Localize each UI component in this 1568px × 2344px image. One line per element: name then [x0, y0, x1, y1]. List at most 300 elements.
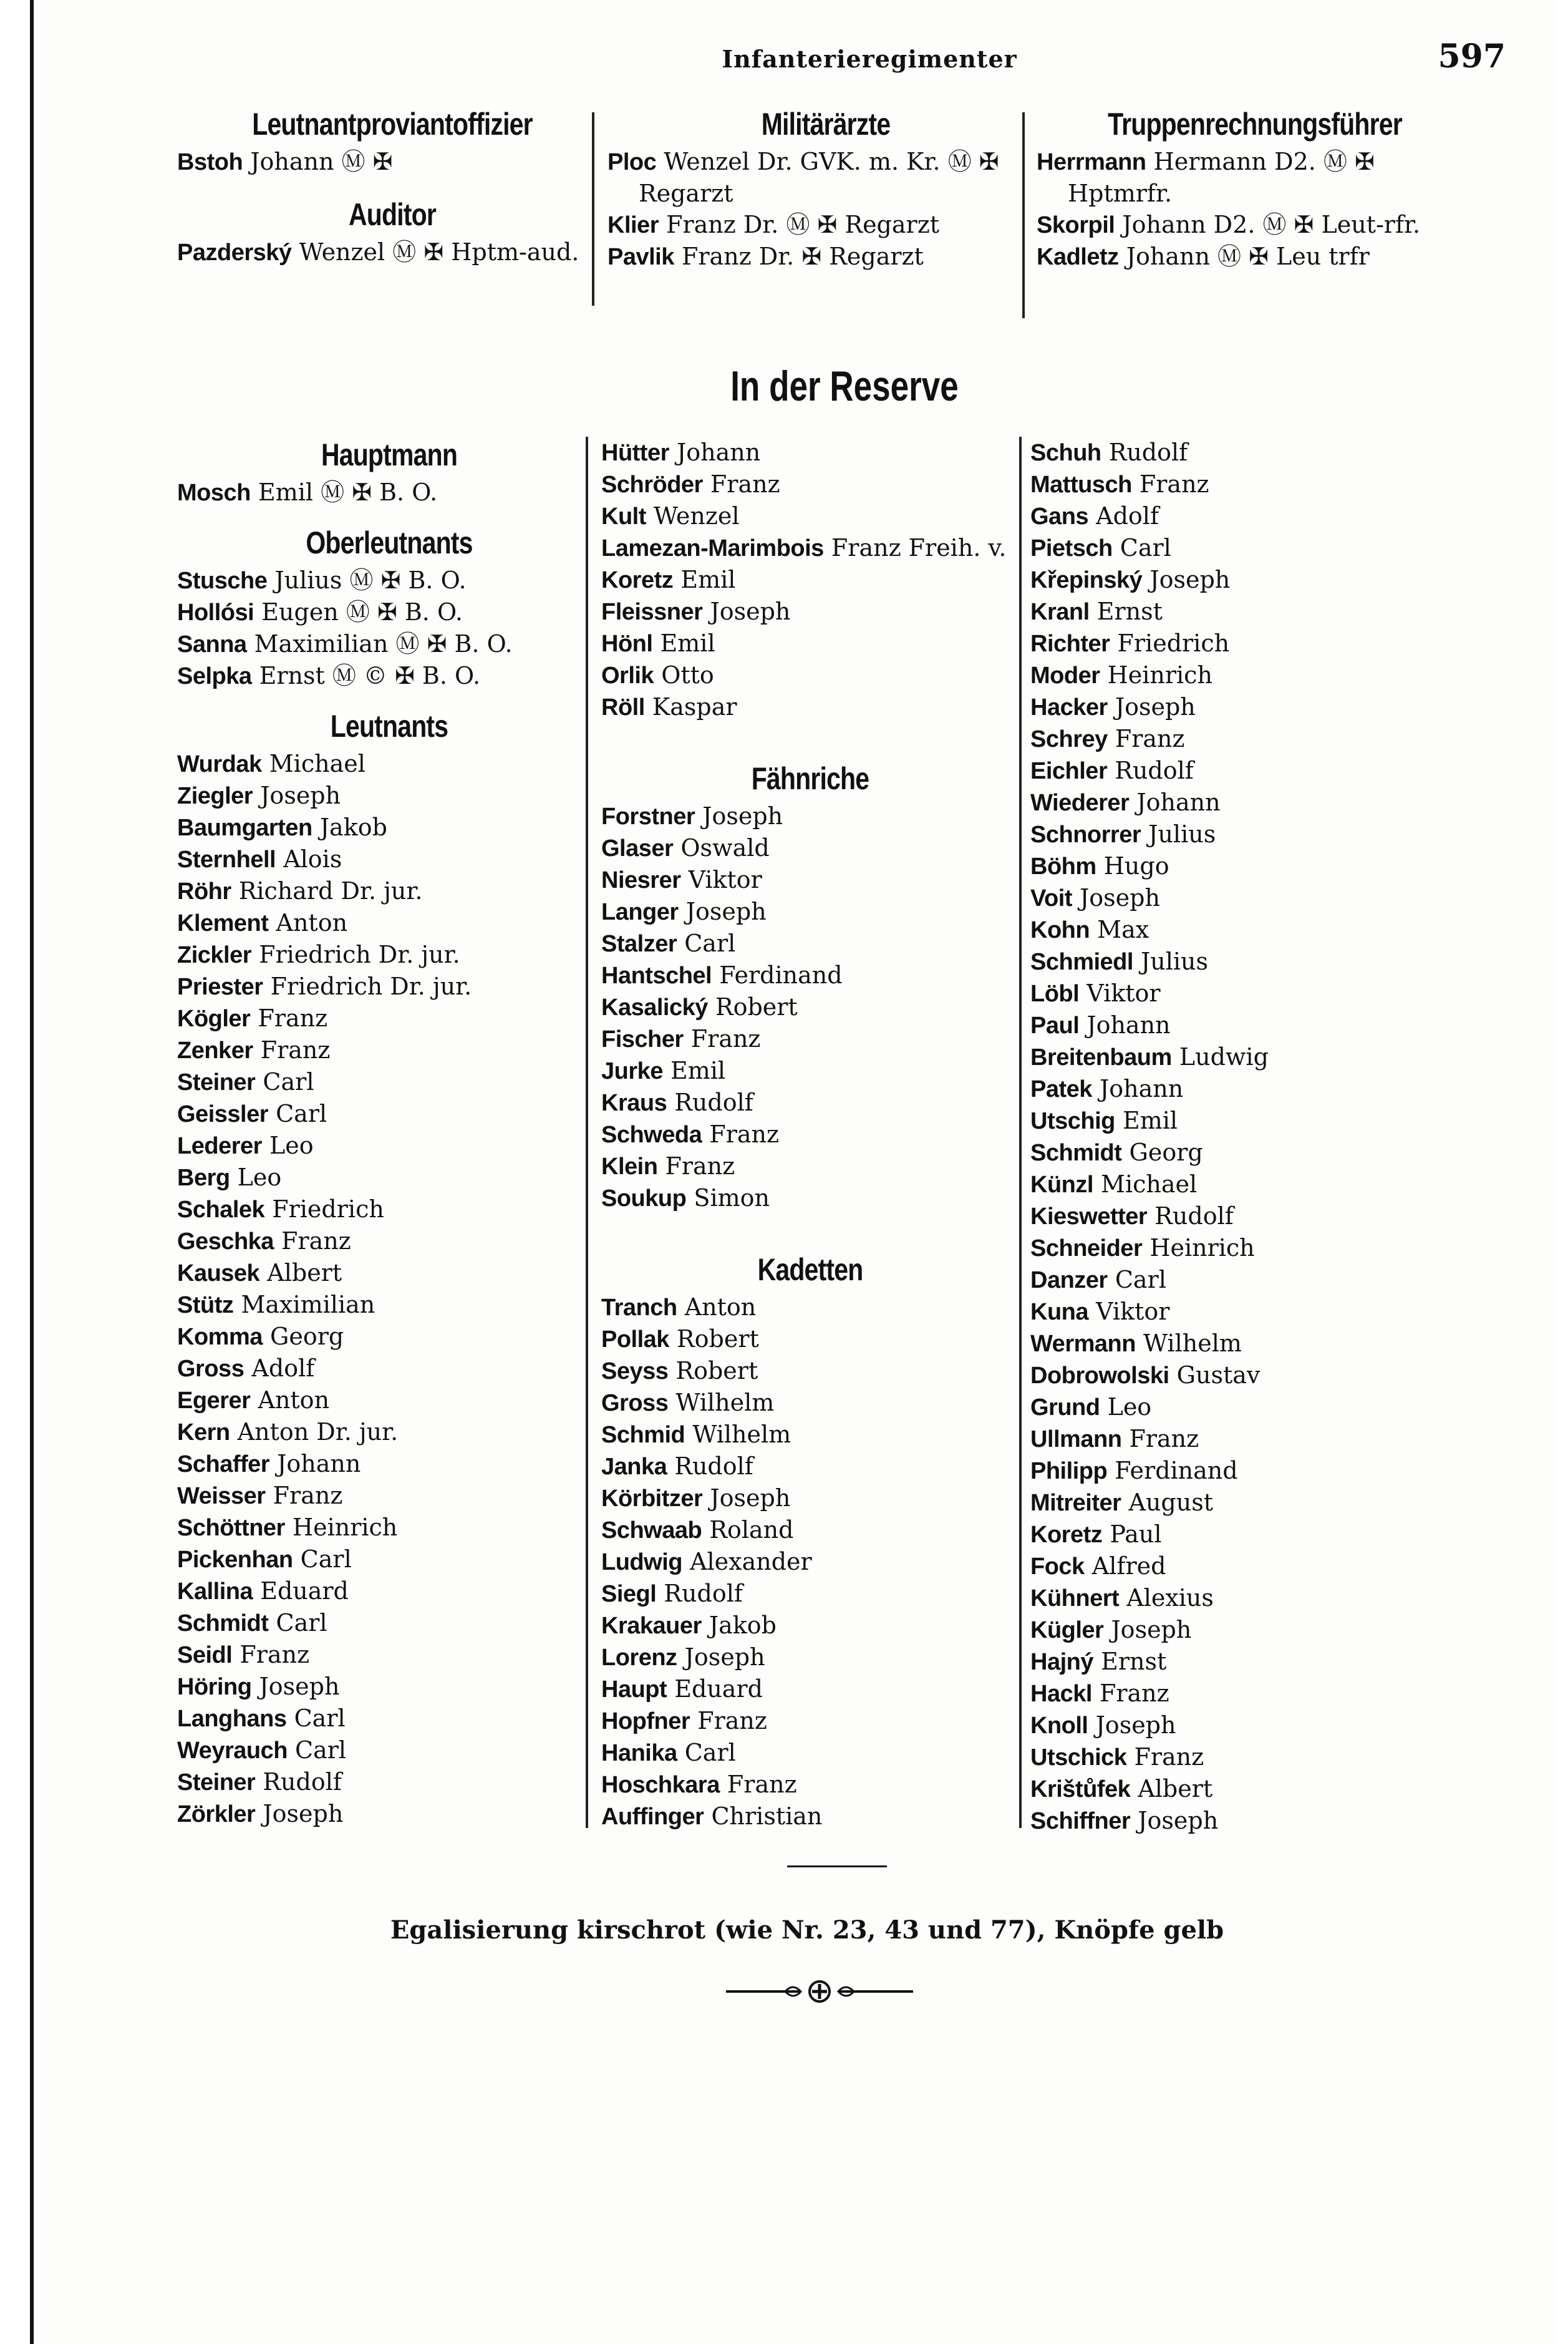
given-names: Friedrich Dr. jur.	[270, 973, 472, 1000]
list-item	[177, 1544, 601, 1575]
given-names: Johann	[1100, 1075, 1184, 1102]
list-item	[177, 1321, 601, 1353]
list-item	[177, 1766, 601, 1798]
list-item	[1030, 1550, 1467, 1582]
list-item	[601, 800, 1019, 832]
surname: Ploc	[607, 149, 657, 175]
surname: Hackl	[1030, 1681, 1092, 1707]
given-names: Otto	[661, 661, 714, 689]
section-heading: Fähnriche	[751, 761, 869, 796]
given-names: Oswald	[680, 834, 770, 862]
list-item	[1030, 1709, 1467, 1741]
given-names: Anton Dr. jur.	[237, 1418, 399, 1446]
list-item	[1030, 1646, 1467, 1678]
given-names: Friedrich	[272, 1195, 384, 1223]
surname: Hopfner	[601, 1708, 690, 1734]
given-names: Franz	[1115, 725, 1185, 752]
surname: Sternhell	[177, 847, 276, 873]
list-item	[601, 1119, 1019, 1150]
given-names: Franz	[1129, 1425, 1199, 1452]
surname: Hoschkara	[601, 1772, 720, 1798]
surname: Křepinský	[1030, 567, 1143, 593]
surname: Schmid	[601, 1422, 685, 1448]
list-item	[1030, 850, 1467, 882]
list-item	[177, 1003, 601, 1034]
given-names: Rudolf	[674, 1089, 753, 1116]
surname: Janka	[601, 1454, 667, 1480]
list-item	[1030, 1582, 1467, 1614]
surname: Hütter	[601, 440, 669, 466]
given-names: Richard Dr. jur.	[238, 877, 423, 905]
list-item	[601, 991, 1019, 1023]
list-item	[177, 1448, 601, 1480]
staff-column-1	[177, 106, 607, 268]
surname: Kügler	[1030, 1617, 1104, 1643]
surname: Berg	[177, 1165, 230, 1191]
given-names: Joseph	[710, 598, 791, 625]
surname: Weyrauch	[177, 1738, 288, 1764]
given-names: Eugen Ⓜ ✠ B. O.	[261, 598, 463, 626]
surname: Schneider	[1030, 1235, 1143, 1262]
surname: Pavlik	[607, 244, 674, 270]
list-item	[601, 1323, 1019, 1355]
surname: Fock	[1030, 1554, 1085, 1580]
given-names: Franz	[709, 1121, 780, 1148]
surname: Weisser	[177, 1483, 266, 1509]
surname: Schiffner	[1030, 1808, 1131, 1834]
given-names: Anton	[684, 1293, 757, 1321]
given-names: Joseph	[259, 1673, 340, 1700]
list-item	[177, 565, 601, 596]
given-names: Julius Ⓜ ✠ B. O.	[274, 567, 467, 594]
surname: Kausek	[177, 1260, 260, 1286]
given-names: Christian	[711, 1802, 823, 1830]
list-item	[601, 1291, 1019, 1323]
given-names: Simon	[694, 1184, 770, 1212]
given-names: Franz Dr. Ⓜ ✠ Regarzt	[666, 211, 939, 238]
given-names: Ludwig	[1179, 1043, 1269, 1071]
list-item	[1030, 469, 1467, 500]
given-names: Maximilian	[241, 1291, 375, 1318]
surname: Sanna	[177, 631, 247, 658]
given-names: Anton	[276, 909, 348, 936]
surname: Kranl	[1030, 599, 1090, 625]
section-heading: Oberleutnants	[306, 525, 473, 560]
surname: Kögler	[177, 1006, 251, 1032]
list-item	[1030, 1423, 1467, 1455]
given-names: Johann	[676, 439, 761, 466]
column-divider	[586, 437, 588, 1828]
surname: Schmidt	[177, 1610, 269, 1636]
list-item	[1030, 1009, 1467, 1041]
surname: Fleissner	[601, 599, 703, 625]
list-item	[177, 1416, 601, 1448]
list-item	[177, 1575, 601, 1607]
list-item	[177, 1162, 601, 1194]
surname: Gans	[1030, 503, 1089, 530]
surname: Kern	[177, 1419, 230, 1446]
given-names: Georg	[269, 1323, 344, 1350]
surname: Utschig	[1030, 1108, 1115, 1134]
surname: Röll	[601, 694, 645, 721]
given-names: Joseph	[1115, 693, 1196, 721]
list-item	[1030, 1200, 1467, 1232]
given-names: Viktor	[1086, 980, 1161, 1007]
list-item	[601, 691, 1019, 723]
list-item	[1030, 1805, 1467, 1837]
given-names: Alois	[283, 845, 342, 873]
given-names: Johann Ⓜ ✠ Leu trfr	[1126, 243, 1370, 270]
list-item	[601, 1182, 1019, 1214]
surname: Voit	[1030, 885, 1072, 912]
surname: Kühnert	[1030, 1585, 1120, 1612]
given-names: Joseph	[1149, 566, 1231, 593]
surname: Grund	[1030, 1394, 1100, 1421]
given-names: Leo	[1107, 1393, 1152, 1421]
section-heading: Leutnants	[330, 709, 448, 744]
surname: Schalek	[177, 1197, 265, 1223]
list-item	[601, 832, 1019, 864]
list-item	[177, 660, 601, 692]
given-names: Franz	[710, 470, 780, 498]
surname: Böhm	[1030, 853, 1096, 880]
list-item	[177, 1353, 601, 1384]
surname: Steiner	[177, 1769, 256, 1796]
document-page	[30, 0, 1556, 2344]
given-names: Emil Ⓜ ✠ B. O.	[258, 479, 438, 506]
surname: Klier	[607, 212, 659, 238]
given-names: Wilhelm	[692, 1421, 791, 1448]
given-names: Rudolf	[1154, 1202, 1234, 1230]
given-names: Hugo	[1103, 852, 1169, 880]
given-names: Gustav	[1176, 1361, 1261, 1389]
list-item	[177, 236, 607, 268]
list-item	[1030, 1073, 1467, 1105]
given-names: Carl	[684, 1739, 736, 1766]
given-names: Robert	[715, 993, 798, 1021]
surname: Zickler	[177, 942, 252, 968]
surname: Hanika	[601, 1740, 677, 1766]
given-names: Carl	[263, 1068, 314, 1096]
list-item	[607, 209, 1044, 241]
surname: Siegl	[601, 1581, 657, 1607]
surname: Langer	[601, 899, 679, 925]
given-names: Joseph	[1080, 884, 1160, 912]
given-names: Ernst Ⓜ © ✠ B. O.	[259, 662, 481, 689]
section-heading: Hauptmann	[321, 437, 458, 472]
surname: Danzer	[1030, 1267, 1108, 1293]
list-item	[1037, 209, 1473, 241]
surname: Schweda	[601, 1122, 702, 1148]
given-names: Alexander	[690, 1548, 812, 1575]
given-names: Emil	[670, 1057, 726, 1084]
staff-column-3	[1037, 106, 1473, 273]
given-names: Viktor	[688, 866, 762, 893]
list-item	[601, 1610, 1019, 1641]
list-item	[601, 1673, 1019, 1705]
surname: Schröder	[601, 472, 703, 498]
surname: Mosch	[177, 480, 251, 506]
given-names: Jakob	[709, 1612, 777, 1639]
surname: Fischer	[601, 1026, 684, 1053]
given-names: Georg	[1129, 1139, 1203, 1166]
given-names: Franz	[697, 1707, 767, 1734]
given-names: Anton	[258, 1386, 330, 1414]
given-names: Joseph	[1095, 1711, 1176, 1739]
surname: Pollak	[601, 1326, 669, 1353]
surname: Kadletz	[1037, 244, 1119, 270]
surname: Baumgarten	[177, 815, 312, 841]
list-item	[601, 1355, 1019, 1387]
surname: Hacker	[1030, 694, 1108, 721]
surname: Pickenhan	[177, 1547, 293, 1573]
surname: Schrey	[1030, 726, 1108, 752]
given-names: Heinrich	[1107, 661, 1212, 689]
list-item	[1030, 914, 1467, 946]
surname: Haupt	[601, 1676, 667, 1703]
given-names: Albert	[1138, 1775, 1213, 1802]
list-item	[601, 659, 1019, 691]
given-names: Johann D2. Ⓜ ✠ Leut-rfr.	[1122, 211, 1421, 238]
given-names: Carl	[300, 1545, 352, 1573]
given-names: Rudolf	[263, 1768, 342, 1796]
given-names: Johann	[1086, 1011, 1171, 1039]
list-item	[1030, 1455, 1467, 1487]
list-item	[177, 1289, 601, 1321]
list-item	[1030, 1169, 1467, 1200]
ornament-icon	[726, 1978, 913, 2005]
surname: Geschka	[177, 1228, 274, 1255]
list-item	[601, 1055, 1019, 1087]
list-item	[1030, 1741, 1467, 1773]
given-names: Wenzel Ⓜ ✠ Hptm-aud.	[299, 238, 579, 266]
list-item	[1030, 1105, 1467, 1137]
surname: Ullmann	[1030, 1426, 1122, 1452]
list-item	[177, 1384, 601, 1416]
list-item	[1030, 946, 1467, 978]
surname: Selpka	[177, 663, 252, 689]
surname: Höring	[177, 1674, 252, 1700]
surname: Kieswetter	[1030, 1204, 1148, 1230]
list-item	[1030, 819, 1467, 850]
list-item	[601, 1514, 1019, 1546]
given-names: Friedrich Dr. jur.	[259, 941, 460, 968]
reserve-column-1	[177, 437, 601, 1830]
given-names: Rudolf	[674, 1452, 753, 1480]
surname: Koretz	[601, 567, 674, 593]
list-item	[1030, 628, 1467, 659]
given-names: Jakob	[319, 814, 387, 841]
given-names: Alfred	[1091, 1552, 1166, 1580]
surname: Lorenz	[601, 1645, 677, 1671]
given-names: Wenzel	[653, 502, 740, 530]
surname: Pietsch	[1030, 535, 1113, 562]
list-item	[601, 1801, 1019, 1832]
list-item	[1030, 691, 1467, 723]
list-item	[601, 1387, 1019, 1419]
surname: Schöttner	[177, 1515, 285, 1541]
given-names: Franz	[727, 1771, 797, 1798]
surname: Mattusch	[1030, 472, 1132, 498]
list-item	[1030, 659, 1467, 691]
surname: Kasalický	[601, 994, 708, 1021]
surname: Schnorrer	[1030, 822, 1141, 848]
given-names: Franz	[281, 1227, 351, 1255]
list-item	[601, 1705, 1019, 1737]
surname: Tranch	[601, 1295, 677, 1321]
surname: Skorpil	[1037, 212, 1115, 238]
given-names: Roland	[709, 1516, 794, 1544]
section-heading: Truppenrechnungsführer	[1108, 107, 1402, 142]
given-names: Emil	[660, 630, 715, 657]
given-names: Ernst	[1096, 598, 1163, 625]
surname: Zenker	[177, 1038, 253, 1064]
list-item	[177, 1480, 601, 1512]
list-item	[1030, 723, 1467, 755]
list-item	[177, 1512, 601, 1544]
given-names: Robert	[677, 1325, 759, 1353]
given-names: Wilhelm	[675, 1389, 775, 1416]
footer-note: Egalisierung kirschrot (wie Nr. 23, 43 und 77), Knöpfe gelb	[390, 1915, 1224, 1945]
list-item	[177, 596, 601, 628]
list-item	[1030, 755, 1467, 787]
given-names: Carl	[294, 1705, 346, 1732]
given-names: Franz Freih. v.	[831, 534, 1007, 562]
surname: Klein	[601, 1154, 658, 1180]
surname: Koretz	[1030, 1522, 1103, 1548]
list-item	[1030, 1328, 1467, 1359]
surname: Löbl	[1030, 981, 1080, 1007]
given-names: Carl	[276, 1609, 327, 1636]
list-item	[1030, 500, 1467, 532]
list-item	[177, 780, 601, 812]
given-names: Franz	[260, 1036, 331, 1064]
list-item	[601, 628, 1019, 659]
surname: Wiederer	[1030, 790, 1130, 816]
surname: Eichler	[1030, 758, 1108, 784]
given-names: Julius	[1148, 820, 1216, 848]
surname: Hönl	[601, 631, 653, 657]
surname: Wurdak	[177, 751, 262, 777]
list-item	[177, 1130, 601, 1162]
surname: Moder	[1030, 663, 1100, 689]
list-item	[1030, 978, 1467, 1009]
surname: Patek	[1030, 1076, 1092, 1102]
surname: Seyss	[601, 1358, 669, 1384]
surname: Herrmann	[1037, 149, 1146, 175]
given-names: Joseph	[685, 898, 767, 925]
list-item	[177, 971, 601, 1003]
given-names: Franz	[258, 1004, 328, 1032]
list-item	[1030, 1391, 1467, 1423]
given-names: Rudolf	[1115, 757, 1194, 784]
surname: Seidl	[177, 1642, 233, 1668]
given-names: Carl	[1115, 1266, 1166, 1293]
list-item	[177, 1257, 601, 1289]
list-item	[601, 1150, 1019, 1182]
given-names: Johann	[277, 1450, 361, 1477]
list-item	[601, 1023, 1019, 1055]
list-item	[177, 1703, 601, 1734]
surname: Schaffer	[177, 1451, 270, 1477]
list-item	[1030, 1041, 1467, 1073]
list-item	[177, 146, 607, 178]
surname: Gross	[601, 1390, 669, 1416]
given-names: Johann	[1136, 789, 1221, 816]
list-item	[607, 146, 1044, 209]
section-heading: Auditor	[348, 197, 436, 232]
given-names: Julius	[1141, 948, 1209, 975]
list-item	[177, 844, 601, 875]
list-item	[177, 812, 601, 844]
list-item	[601, 1737, 1019, 1769]
list-item	[601, 564, 1019, 596]
given-names: Hermann D2. Ⓜ ✠ Hptmrfr.	[1068, 148, 1375, 207]
list-item	[601, 1087, 1019, 1119]
list-item	[601, 1546, 1019, 1578]
section-heading: Militärärzte	[761, 107, 891, 142]
surname: Richter	[1030, 631, 1110, 657]
surname: Utschick	[1030, 1744, 1127, 1771]
list-item	[1030, 1137, 1467, 1169]
surname: Ziegler	[177, 783, 253, 809]
list-item	[177, 1066, 601, 1098]
given-names: Heinrich	[1149, 1234, 1255, 1262]
list-item	[601, 1451, 1019, 1482]
given-names: Joseph	[1138, 1807, 1219, 1834]
list-item	[1030, 596, 1467, 628]
list-item	[177, 1098, 601, 1130]
list-item	[601, 1578, 1019, 1610]
list-item	[177, 1798, 601, 1830]
staff-column-2	[607, 106, 1044, 273]
section-heading: Kadetten	[757, 1252, 863, 1287]
surname: Lamezan-Marimbois	[601, 535, 824, 562]
list-item	[1030, 532, 1467, 564]
list-item	[177, 939, 601, 971]
surname: Krištůfek	[1030, 1776, 1131, 1802]
list-item	[601, 1769, 1019, 1801]
surname: Hajný	[1030, 1649, 1093, 1675]
given-names: Joseph	[702, 802, 783, 830]
given-names: Franz	[1139, 470, 1209, 498]
surname: Soukup	[601, 1185, 687, 1212]
list-item	[601, 596, 1019, 628]
surname: Schuh	[1030, 440, 1101, 466]
given-names: Ferdinand	[719, 961, 843, 989]
list-item	[1030, 1264, 1467, 1296]
surname: Lederer	[177, 1133, 262, 1159]
given-names: Kaspar	[652, 693, 737, 721]
surname: Künzl	[1030, 1172, 1093, 1198]
list-item	[601, 437, 1019, 469]
surname: Ludwig	[601, 1549, 682, 1575]
surname: Paul	[1030, 1013, 1080, 1039]
surname: Niesrer	[601, 867, 681, 893]
list-item	[1030, 1614, 1467, 1646]
given-names: Joseph	[710, 1484, 791, 1512]
list-item	[601, 532, 1019, 564]
surname: Langhans	[177, 1706, 287, 1732]
given-names: Rudolf	[1108, 439, 1188, 466]
surname: Gross	[177, 1356, 244, 1382]
given-names: Max	[1097, 916, 1149, 943]
surname: Philipp	[1030, 1458, 1108, 1484]
given-names: Franz	[665, 1152, 735, 1180]
given-names: Eduard	[674, 1675, 763, 1703]
surname: Kohn	[1030, 917, 1090, 943]
list-item	[1030, 1678, 1467, 1709]
